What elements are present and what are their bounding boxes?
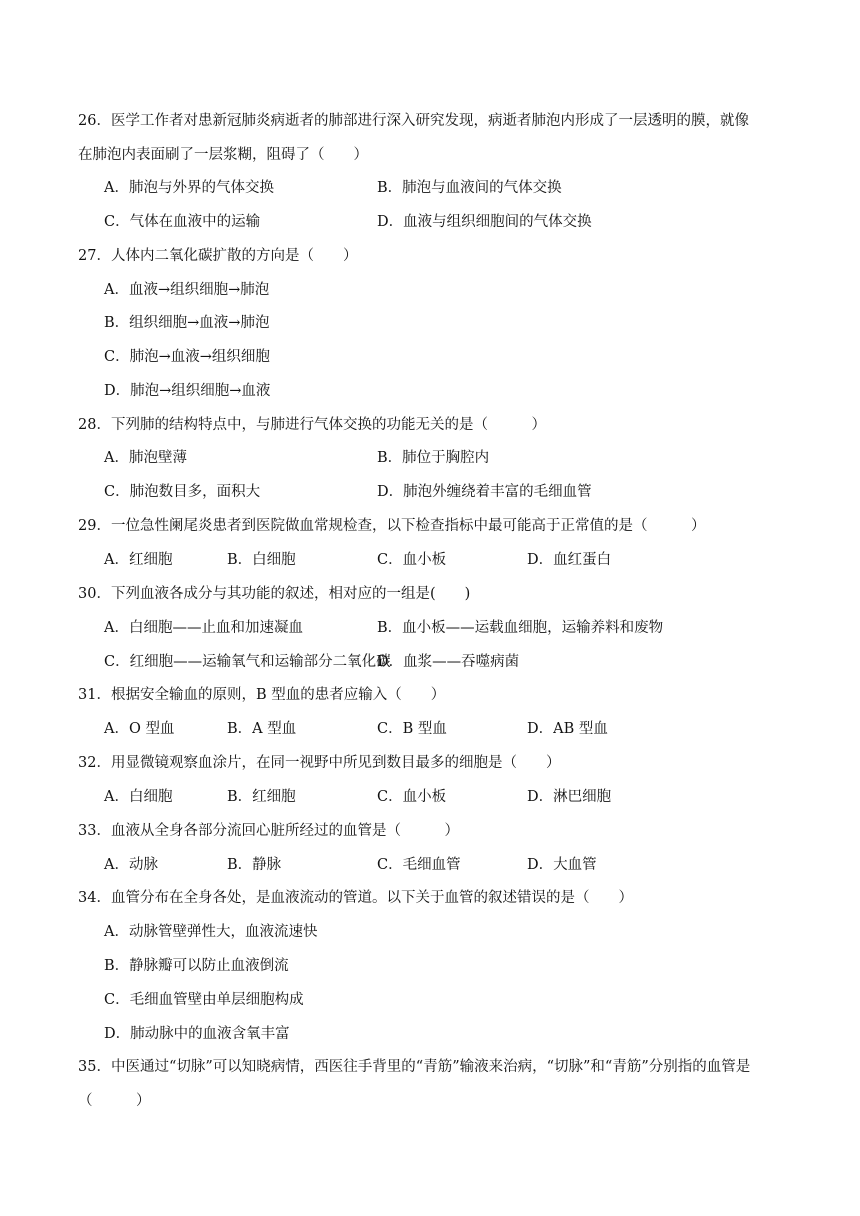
options-row — [104, 780, 804, 814]
option-c: C．红细胞——运输氧气和运输部分二氧化碳 — [104, 654, 391, 670]
question-number: 33． — [78, 823, 111, 839]
question-number: 26． — [78, 113, 111, 129]
option-a: A．血液→组织细胞→肺泡 — [104, 282, 270, 298]
question-stem: 医学工作者对患新冠肺炎病逝者的肺部进行深入研究发现，病逝者肺泡内形成了一层透明的膜，就像 — [110, 113, 749, 129]
question-29 — [78, 509, 798, 543]
options-row — [104, 611, 804, 645]
option-b: B．A 型血 — [227, 721, 297, 737]
question-stem: 血管分布在全身各处，是血液流动的管道。以下关于血管的叙述错误的是（ ） — [110, 890, 633, 906]
question-number: 29． — [78, 518, 111, 534]
question-number: 31． — [78, 687, 111, 703]
option-b: B．肺泡与血液间的气体交换 — [377, 180, 562, 196]
question-stem: 血液从全身各部分流回心脏所经过的血管是（ ） — [110, 823, 459, 839]
option-c: C．肺泡数目多，面积大 — [104, 484, 261, 500]
question-stem: 一位急性阑尾炎患者到医院做血常规检查，以下检查指标中最可能高于正常值的是（ ） — [110, 518, 706, 534]
option-c: C．毛细血管壁由单层细胞构成 — [104, 992, 304, 1008]
option-d: D．肺泡外缠绕着丰富的毛细血管 — [377, 484, 592, 500]
question-stem: 下列肺的结构特点中，与肺进行气体交换的功能无关的是（ ） — [110, 417, 546, 433]
question-26 — [78, 104, 798, 138]
options-row — [104, 712, 804, 746]
question-number: 35． — [78, 1059, 111, 1075]
option-d: D．血浆——吞噬病菌 — [377, 654, 520, 670]
option-b: B．红细胞 — [227, 789, 296, 805]
question-35 — [78, 1050, 798, 1084]
options-row — [104, 543, 804, 577]
question-31 — [78, 678, 798, 712]
option-c: C．气体在血液中的运输 — [104, 214, 261, 230]
option-c: C．毛细血管 — [377, 857, 461, 873]
question-35-continued — [78, 1084, 798, 1118]
option-a: A．肺泡壁薄 — [104, 450, 187, 466]
options-row — [104, 475, 804, 509]
option-d: D．血液与组织细胞间的气体交换 — [377, 214, 592, 230]
option-a: A．白细胞——止血和加速凝血 — [104, 620, 303, 636]
options-row — [104, 848, 804, 882]
option-a: A．动脉管壁弹性大，血液流速快 — [104, 924, 318, 940]
option-d: D．血红蛋白 — [527, 552, 612, 568]
options-row — [104, 171, 804, 205]
option-c: C．血小板 — [377, 552, 447, 568]
options-row — [104, 441, 804, 475]
question-stem: 用显微镜观察血涂片，在同一视野中所见到数目最多的细胞是（ ） — [110, 755, 561, 771]
option-b: B．组织细胞→血液→肺泡 — [104, 315, 270, 331]
question-number: 32． — [78, 755, 111, 771]
question-30 — [78, 577, 798, 611]
option-b: B．血小板——运载血细胞，运输养料和废物 — [377, 620, 664, 636]
question-27 — [78, 239, 798, 273]
option-d: D．肺泡→组织细胞→血液 — [104, 383, 271, 399]
question-34 — [78, 881, 798, 915]
option-a: A．红细胞 — [104, 552, 173, 568]
question-stem: 下列血液各成分与其功能的叙述，相对应的一组是( ) — [110, 586, 471, 602]
options-row — [104, 645, 804, 679]
option-c: C．血小板 — [377, 789, 447, 805]
question-number: 28． — [78, 417, 111, 433]
question-number: 30． — [78, 586, 111, 602]
question-stem: 根据安全输血的原则，B 型血的患者应输入（ ） — [110, 687, 446, 703]
answer-blank: （ ） — [78, 1093, 151, 1109]
question-32 — [78, 746, 798, 780]
options-row — [104, 205, 804, 239]
option-a: A．O 型血 — [104, 721, 175, 737]
question-26-continued — [78, 138, 798, 172]
option-c: C．肺泡→血液→组织细胞 — [104, 349, 270, 365]
option-d: D．大血管 — [527, 857, 597, 873]
question-28 — [78, 408, 798, 442]
option-b: B．静脉 — [227, 857, 282, 873]
option-a: A．动脉 — [104, 857, 158, 873]
question-stem: 在肺泡内表面刷了一层浆糊，阻碍了（ ） — [78, 147, 368, 163]
question-stem: 中医通过“切脉”可以知晓病情，西医往手背里的“青筋”输液来治病，“切脉”和“青筋”分别指的血管是 — [110, 1059, 751, 1075]
option-a: A．肺泡与外界的气体交换 — [104, 180, 274, 196]
option-b: B．白细胞 — [227, 552, 296, 568]
option-c: C．B 型血 — [377, 721, 447, 737]
option-b: B．静脉瓣可以防止血液倒流 — [104, 958, 289, 974]
question-33 — [78, 814, 798, 848]
option-b: B．肺位于胸腔内 — [377, 450, 490, 466]
option-d: D．肺动脉中的血液含氧丰富 — [104, 1026, 290, 1042]
option-a: A．白细胞 — [104, 789, 173, 805]
option-d: D．淋巴细胞 — [527, 789, 612, 805]
question-number: 27． — [78, 248, 111, 264]
question-number: 34． — [78, 890, 111, 906]
question-stem: 人体内二氧化碳扩散的方向是（ ） — [110, 248, 358, 264]
option-d: D．AB 型血 — [527, 721, 608, 737]
